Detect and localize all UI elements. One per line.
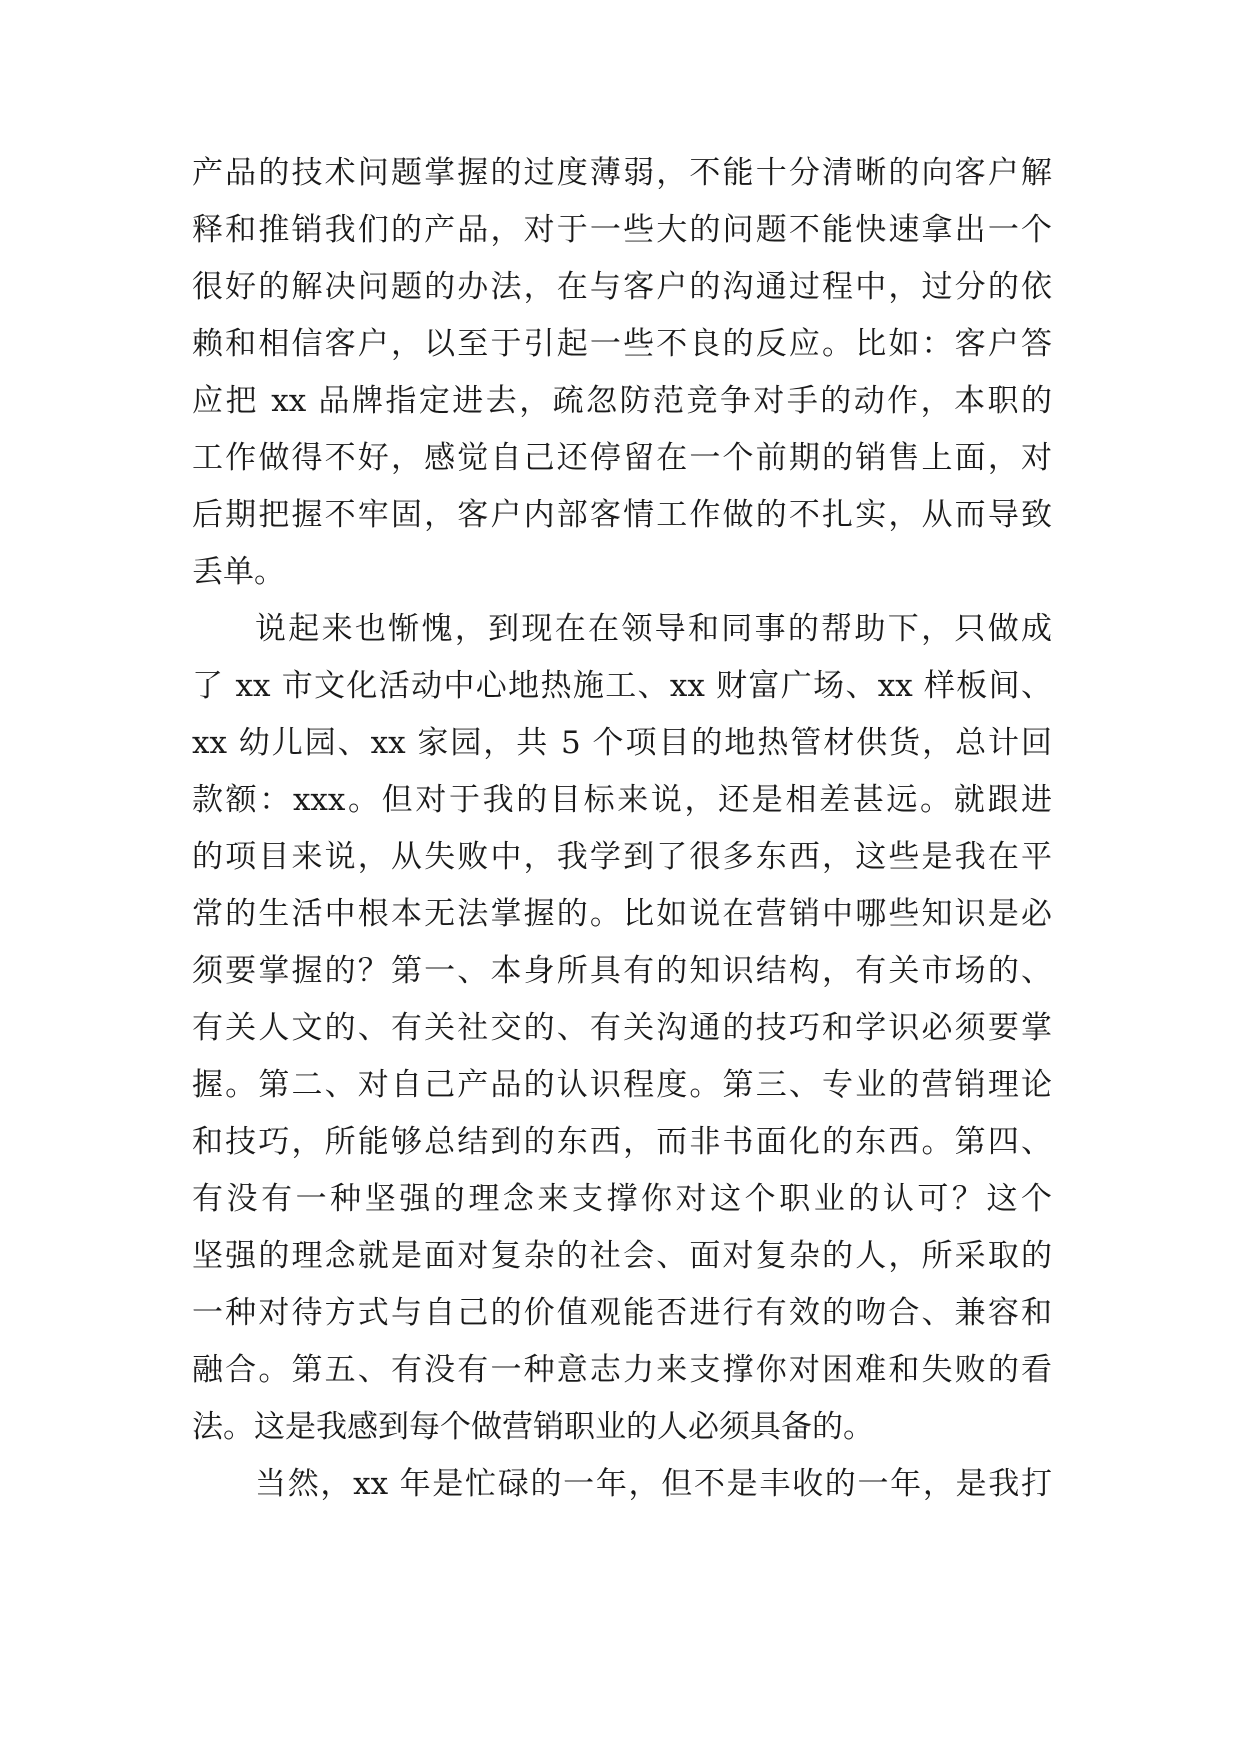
text-line: 融合。第五、有没有一种意志力来支撑你对困难和失败的看	[192, 1352, 1052, 1388]
text-line: 工作做得不好，感觉自己还停留在一个前期的销售上面，对	[192, 440, 1052, 476]
text-line: 有没有一种坚强的理念来支撑你对这个职业的认可？这个	[192, 1181, 1052, 1217]
text-line: 坚强的理念就是面对复杂的社会、面对复杂的人，所采取的	[192, 1238, 1052, 1274]
text-line: 了 xx 市文化活动中心地热施工、xx 财富广场、xx 样板间、	[192, 668, 1052, 704]
text-line: 的项目来说，从失败中，我学到了很多东西，这些是我在平	[192, 839, 1052, 875]
text-line: 说起来也惭愧，到现在在领导和同事的帮助下，只做成	[255, 611, 1052, 647]
text-line: 一种对待方式与自己的价值观能否进行有效的吻合、兼容和	[192, 1295, 1052, 1331]
text-line: xx 幼儿园、xx 家园，共 5 个项目的地热管材供货，总计回	[192, 725, 1052, 761]
text-line: 法。这是我感到每个做营销职业的人必须具备的。	[192, 1409, 874, 1445]
text-line: 很好的解决问题的办法，在与客户的沟通过程中，过分的依	[192, 269, 1052, 305]
text-line: 须要掌握的？第一、本身所具有的知识结构，有关市场的、	[192, 953, 1052, 989]
text-line: 和技巧，所能够总结到的东西，而非书面化的东西。第四、	[192, 1124, 1052, 1160]
text-line: 常的生活中根本无法掌握的。比如说在营销中哪些知识是必	[192, 896, 1052, 932]
text-line: 后期把握不牢固，客户内部客情工作做的不扎实，从而导致	[192, 497, 1052, 533]
text-line: 应把 xx 品牌指定进去，疏忽防范竞争对手的动作，本职的	[192, 383, 1052, 419]
text-line: 赖和相信客户，以至于引起一些不良的反应。比如：客户答	[192, 326, 1052, 362]
text-line: 握。第二、对自己产品的认识程度。第三、专业的营销理论	[192, 1067, 1052, 1103]
text-line: 释和推销我们的产品，对于一些大的问题不能快速拿出一个	[192, 212, 1052, 248]
text-line: 款额：xxx。但对于我的目标来说，还是相差甚远。就跟进	[192, 782, 1052, 818]
text-line: 当然，xx 年是忙碌的一年，但不是丰收的一年，是我打	[255, 1466, 1052, 1502]
text-line: 产品的技术问题掌握的过度薄弱，不能十分清晰的向客户解	[192, 155, 1052, 191]
text-line: 有关人文的、有关社交的、有关沟通的技巧和学识必须要掌	[192, 1010, 1052, 1046]
text-line: 丢单。	[192, 554, 285, 590]
